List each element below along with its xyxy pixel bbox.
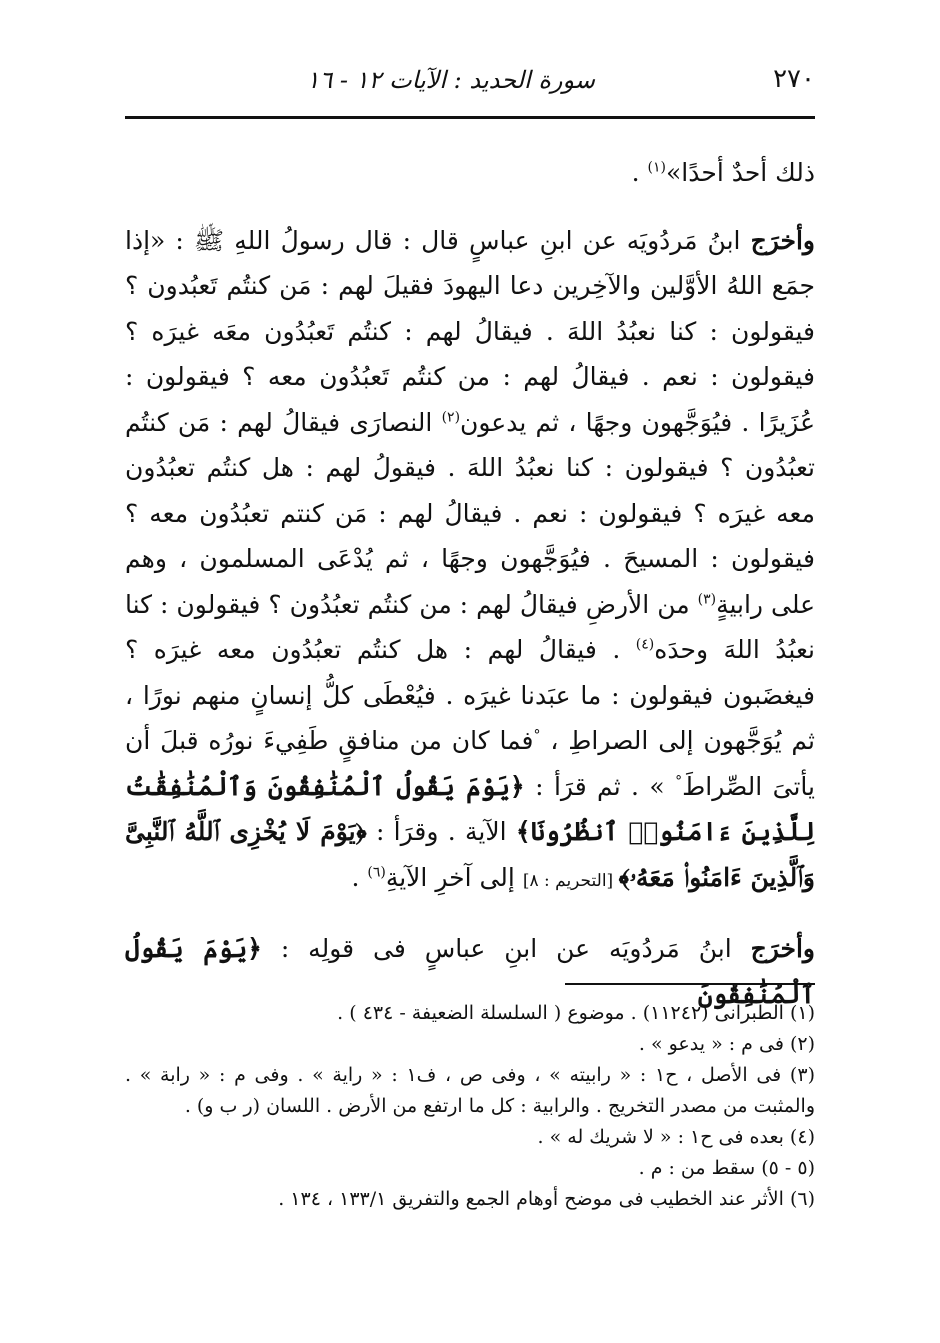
footnote-5: (٥ - ٥) سقط من : م . (638, 1157, 815, 1179)
footnote-marker-3: (٣) (697, 591, 717, 608)
footnote-6: (٦) الأثر عند الخطيب فى موضح أوهام الجمع والتفريق ١٣٣/١ ، ١٣٤ . (278, 1188, 815, 1210)
page-header (125, 60, 815, 100)
footnote-rule (565, 983, 815, 985)
paragraph-lead-word: وأخرَج (750, 225, 815, 255)
hadith-text-9: . (351, 862, 368, 892)
footnote-marker-5-start: ° (533, 727, 541, 744)
paragraph-hadith (125, 218, 815, 905)
footnote-1: (١) الطبرانى (١١٢٤٢) . موضوع ( السلسلة الضعيفة - ٤٣٤ ) . (337, 1002, 815, 1024)
continuation-tail: . (631, 158, 648, 187)
footnote-3: (٣) فى الأصل ، ح١ : « رابيته » ، وفى ص ، ف١ : « راية » . وفى م : « رابة » . والمثبت من مصدر التخريج . والرابية : كل ما ارتفع من الأرض . اللسان (ر ب و) . (125, 1064, 815, 1117)
footnote-marker-5-end: ° (675, 773, 683, 790)
paragraph-continuation (125, 150, 815, 196)
running-title: سورة الحديد : الآيات ١٢ - ١٦ (306, 66, 595, 94)
footnote-marker-2: (٢) (441, 409, 461, 426)
header-rule (125, 116, 815, 119)
main-text (125, 150, 815, 1017)
hadith-text-6: » . ثم قرَأ : (524, 771, 676, 801)
footnote-4: (٤) بعده فى ح١ : « لا شريك له » . (537, 1126, 815, 1148)
hadith-text-2: النصارَى فيقالُ لهم : مَن كنتُم تعبُدُون ؟ فيقولون : كنا نعبُدُ اللهَ . فيقولُ لهم : هل كنتُم تعبُدُون معه غيرَه ؟ فيقولون : نعم . فيقالُ لهم : مَن كنتم تعبُدُون معه ؟ فيقولون : المسيحَ . فيُوَجَّهون وجهًا ، ثم يُدْعَى المسلمون ، وهم على رابيةٍ (125, 407, 816, 619)
footnotes (125, 998, 815, 1215)
hadith-text-5: فما كان من منافقٍ طَفِيءَ نورُه قبلَ أن يأتىَ الصِّراطَ (125, 726, 816, 801)
hadith-text-7: الآية . وقرَأ : (366, 817, 516, 846)
quran-verse-3: ﴿يَوْمَ يَقُولُ ٱلْمُنَٰفِقُونَ (125, 934, 815, 1009)
hadith-text-3: من الأرضِ فيقالُ لهم : من كنتُم تعبُدُون ؟ فيقولون : كنا نعبُدُ اللهَ وحدَه (125, 589, 815, 664)
continuation-text: ذلك أحدٌ أحدًا» (666, 158, 815, 187)
page-number: ٢٧٠ (773, 64, 815, 94)
hadith-text-8: إلى آخرِ الآيةِ (385, 862, 523, 892)
quran-verse-1: ﴿يَوْمَ يَقُولُ ٱلْمُنَٰفِقُونَ وَٱلْمُنَٰفِقَٰتُ لِلَّذِينَ ءَامَنُوا۟ ٱنظُرُونَا﴾ (125, 771, 815, 846)
footnote-2: (٢) فى م : « يدعو » . (638, 1033, 815, 1055)
footnote-marker-1: (١) (647, 159, 666, 176)
hadith-text-4: . فيقالُ لهم : هل كنتُم تعبُدُون معه غيرَه ؟ فيغضَبون فيقولون : ما عبَدنا غيرَه . فيُعْطَى كلُّ إنسانٍ منهم نورًا ، ثم يُوَجَّهون إلى الصراطِ ، (125, 635, 816, 755)
paragraph-lead-word: وأخرَج (750, 934, 815, 963)
next-text: ابنُ مَردُويَه عن ابنِ عباسٍ فى قولِه : (261, 934, 751, 963)
quran-verse-2: ﴿يَوْمَ لَا يُخْزِى ٱللَّهُ ٱلنَّبِىَّ وَٱلَّذِينَ ءَامَنُوا۟ مَعَهُۥ﴾ (125, 817, 815, 892)
footnote-marker-6: (٦) (367, 864, 386, 881)
verse-reference: [التحريم : ٨] (522, 870, 619, 891)
footnote-marker-4: (٤) (635, 636, 655, 653)
hadith-text-1: ابنُ مَردُويَه عن ابنِ عباسٍ قال : قال رسولُ اللهِ ﷺ : «إذا جمَع اللهُ الأوَّلين والآخِرين دعا اليهودَ فقيلَ لهم : مَن كنتُم تَعبُدون ؟ فيقولون : كنا نعبُدُ اللهَ . فيقالُ لهم : كنتُم تَعبُدُون معَه غيرَه ؟ فيقولون : نعم . فيقالُ لهم : من كنتُم تَعبُدُون معه ؟ فيقولون : عُزَيرًا . فيُوَجَّهون وجهًا ، ثم يدعون (125, 225, 815, 437)
